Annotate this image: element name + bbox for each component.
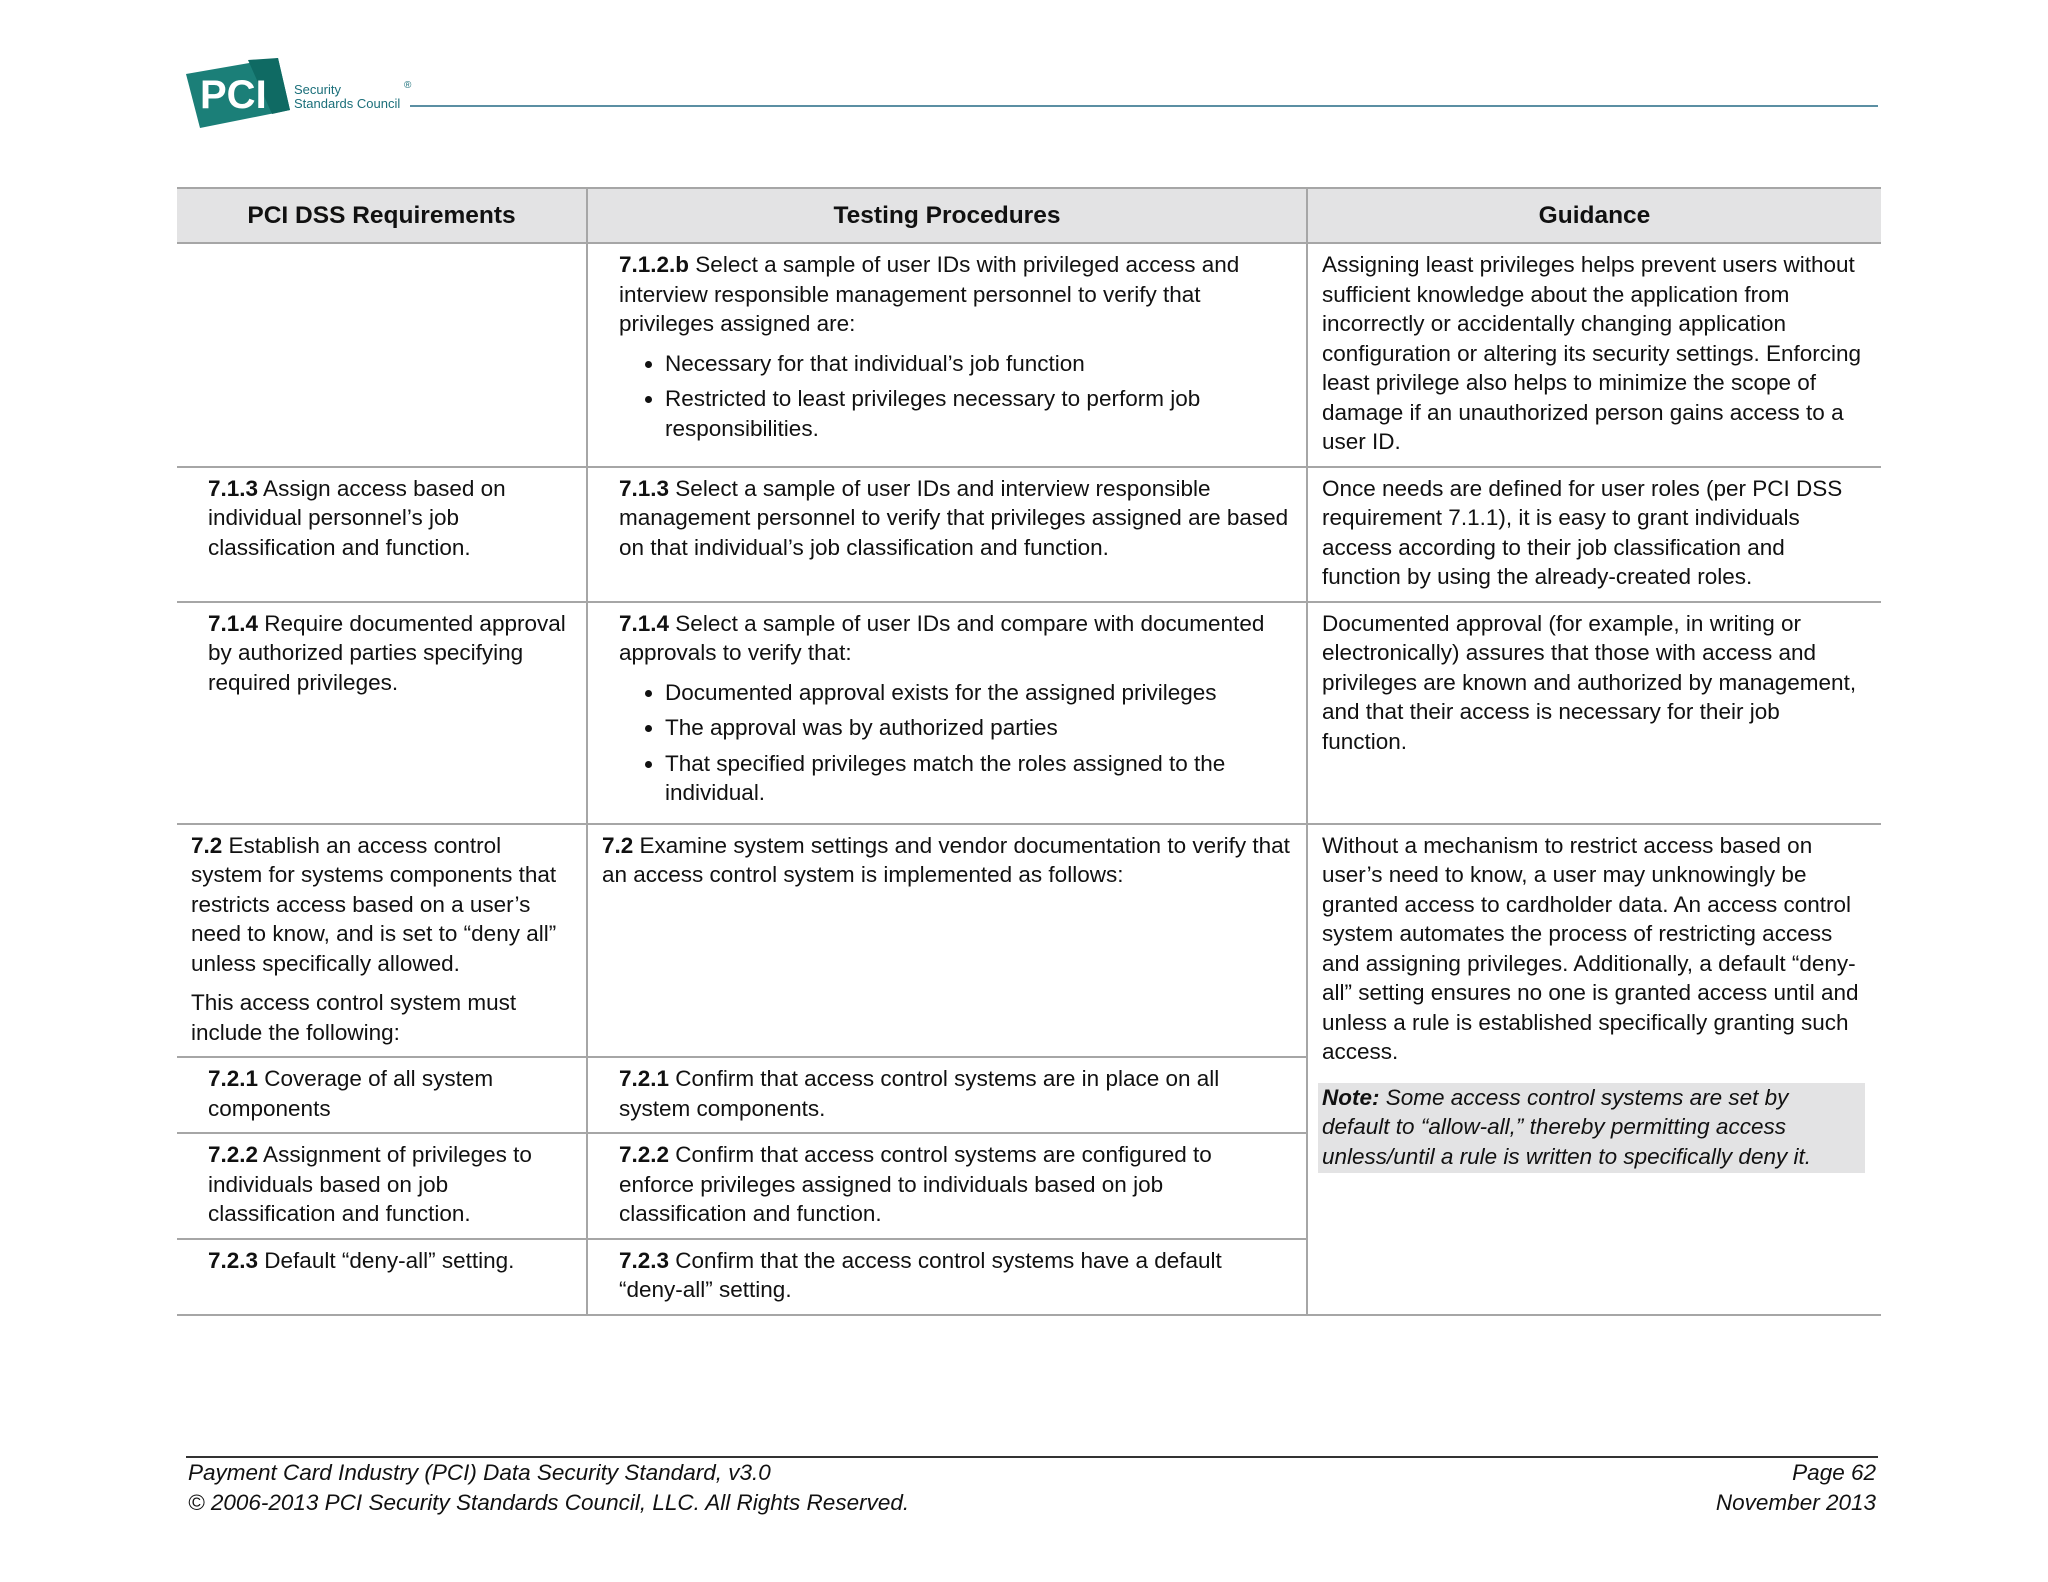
requirements-table (177, 187, 1881, 1316)
guidance-text: Assigning least privileges helps prevent users without sufficient knowledge about the application from incorrectly or accidentally changing application configuration or altering its security settings. Enforcing least privilege also helps to minimize the scope of damage if an unauthorized person gains access to a user ID. (1322, 252, 1862, 454)
procedure-number: 7.1.3 (619, 475, 670, 501)
list-item: • The approval was by authorized parties (665, 713, 1290, 743)
procedure-text: Confirm that access control systems are configured to enforce privileges assigned to individuals based on job classification and function. (619, 1142, 1212, 1226)
table-row (177, 602, 1881, 824)
guidance-cell (1307, 243, 1881, 467)
page-footer (188, 1458, 1876, 1518)
table-row (177, 467, 1881, 602)
logo-pci-text: PCI (200, 73, 267, 117)
requirement-text: Default “deny-all” setting. (258, 1247, 515, 1273)
guidance-text: Once needs are defined for user roles (per PCI DSS requirement 7.1.1), it is easy to grant individuals access according to their job classification and function by using the already-created roles. (1322, 475, 1843, 589)
table-row (177, 243, 1881, 467)
requirement-text: Coverage of all system components (208, 1066, 494, 1121)
requirement-cell (177, 602, 587, 824)
testing-procedure-cell (587, 243, 1307, 467)
requirement-text: Establish an access control system for systems components that restricts access based on a user’s need to know, and is set to “deny all” unless specifically allowed. (191, 832, 557, 976)
requirement-text-continued: This access control system must include the following: (191, 990, 517, 1045)
procedure-number: 7.1.4 (619, 610, 670, 636)
requirement-text: Require documented approval by authorized parties specifying required privileges. (208, 610, 566, 695)
list-item: • Documented approval exists for the assigned privileges (665, 678, 1290, 708)
procedure-number: 7.2.2 (619, 1142, 670, 1167)
requirement-number: 7.2.1 (208, 1066, 259, 1091)
procedure-number: 7.2 (602, 832, 634, 858)
footer-left (188, 1458, 909, 1518)
requirement-number: 7.1.4 (208, 610, 259, 636)
list-item: • That specified privileges match the roles assigned to the individual. (665, 749, 1290, 808)
testing-procedure-cell (587, 467, 1307, 602)
requirement-number: 7.2.3 (208, 1247, 259, 1273)
testing-procedure-cell (587, 1133, 1307, 1239)
table-row (177, 824, 1881, 1058)
guidance-text: Documented approval (for example, in writing or electronically) assures that those with access and privileges are known and authorized by management, and that their access is necessary for their job function. (1322, 610, 1857, 754)
requirement-text: Assignment of privileges to individuals based on job classification and function. (208, 1142, 532, 1226)
guidance-cell (1307, 824, 1881, 1315)
footer-date: November 2013 (1715, 1490, 1876, 1515)
testing-procedure-cell (587, 1239, 1307, 1315)
pci-logo (186, 58, 426, 138)
guidance-cell (1307, 602, 1881, 824)
logo-org-line2: Standards Council (294, 96, 401, 111)
testing-procedure-cell (587, 824, 1307, 1058)
requirement-cell (177, 1057, 587, 1133)
footer-copyright: © 2006-2013 PCI Security Standards Council, LLC. All Rights Reserved. (188, 1490, 910, 1515)
column-header-requirements: PCI DSS Requirements (177, 188, 587, 243)
procedure-text: Select a sample of user IDs and interview responsible management personnel to verify that privileges assigned are based on that individual’s job classification and function. (619, 475, 1289, 560)
procedure-number: 7.1.2.b (619, 252, 690, 277)
table-header-row (177, 188, 1881, 243)
requirement-number: 7.1.3 (208, 475, 259, 501)
procedure-text: Examine system settings and vendor documentation to verify that an access control system is implemented as follows: (602, 832, 1290, 887)
note-label: Note: (1322, 1084, 1380, 1110)
column-header-guidance: Guidance (1307, 188, 1881, 243)
footer-right (1716, 1458, 1876, 1518)
procedure-text: Confirm that access control systems are in place on all system components. (619, 1066, 1220, 1121)
procedure-text: Select a sample of user IDs and compare with documented approvals to verify that: (619, 610, 1265, 665)
testing-procedure-cell (587, 1057, 1307, 1133)
requirement-cell (177, 1239, 587, 1315)
header-rule (410, 105, 1878, 107)
footer-document-title: Payment Card Industry (PCI) Data Security Standard, v3.0 (188, 1460, 771, 1485)
pci-logo-mark (186, 58, 426, 138)
procedure-number: 7.2.3 (619, 1247, 670, 1273)
testing-procedure-cell (587, 602, 1307, 824)
procedure-bullet-list (619, 349, 1290, 444)
requirement-cell (177, 1133, 587, 1239)
column-header-testing-procedures: Testing Procedures (587, 188, 1307, 243)
requirement-cell (177, 467, 587, 602)
requirement-number: 7.2 (191, 832, 223, 858)
guidance-cell (1307, 467, 1881, 602)
note-text: Some access control systems are set by default to “allow-all,” thereby permitting access unless/until a rule is written to specifically deny it. (1322, 1084, 1811, 1169)
guidance-text: Without a mechanism to restrict access based on user’s need to know, a user may unknowingly be granted access to cardholder data. An access control system automates the process of restricting access and assigning privileges. Additionally, a default “deny-all” setting ensures no one is granted access until and unless a rule is established specifically granting such access. (1322, 832, 1859, 1064)
procedure-text: Confirm that the access control systems have a default “deny-all” setting. (619, 1247, 1222, 1302)
footer-page-number: Page 62 (1792, 1460, 1876, 1485)
list-item: • Necessary for that individual’s job function (665, 349, 1290, 379)
procedure-bullet-list (619, 678, 1290, 808)
logo-org-line1: Security (294, 82, 341, 97)
requirement-cell-empty (177, 243, 587, 467)
procedure-text: Select a sample of user IDs with privileged access and interview responsible management personnel to verify that privileges assigned are: (619, 252, 1240, 336)
list-item: • Restricted to least privileges necessary to perform job responsibilities. (665, 384, 1290, 443)
requirement-text: Assign access based on individual personnel’s job classification and function. (208, 475, 506, 560)
procedure-number: 7.2.1 (619, 1066, 670, 1091)
requirement-number: 7.2.2 (208, 1142, 259, 1167)
guidance-note (1318, 1083, 1865, 1174)
logo-registered-mark: ® (404, 80, 412, 91)
requirement-cell (177, 824, 587, 1058)
